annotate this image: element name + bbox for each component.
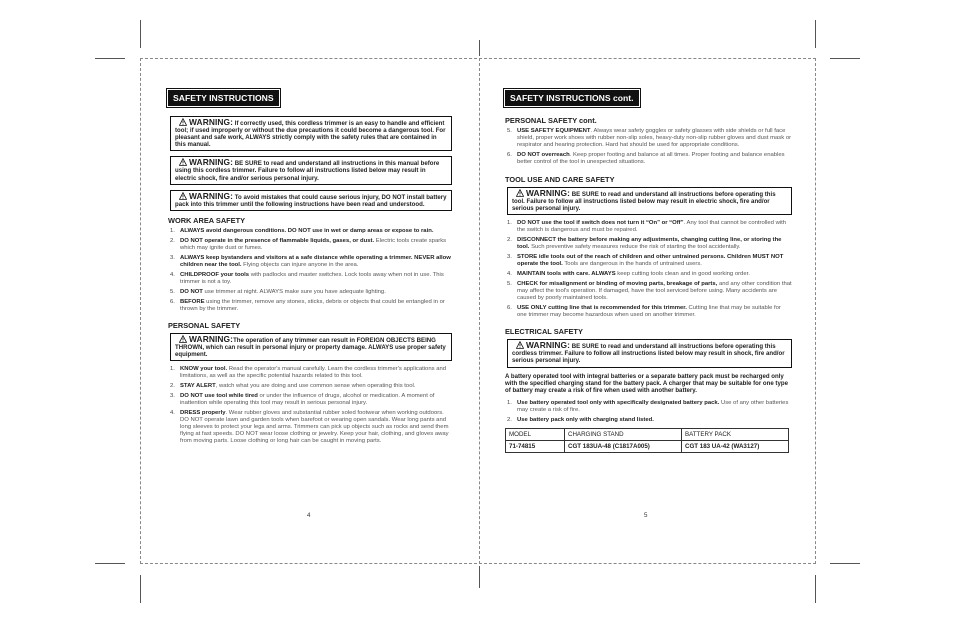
crop-mark: [815, 575, 816, 603]
list-item: 6. USE ONLY cutting line that is recommended for this trimmer. Cutting line that may be suitable for one trimmer may become hazardous when used on another trimmer.: [507, 305, 781, 319]
section-heading: PERSONAL SAFETY: [168, 320, 241, 330]
table-cell: CGT 183UA-48 (C1817A005): [565, 440, 682, 452]
warning-box: [507, 339, 792, 367]
section-banner: SAFETY INSTRUCTIONS: [168, 90, 279, 106]
tool-use-list: [505, 220, 792, 319]
list-item: 5. DO NOT use trimmer at night. ALWAYS make sure you have adequate lighting.: [170, 288, 386, 295]
list-item: 2. STAY ALERT, watch what you are doing and use common sense when operating this tool.: [170, 383, 416, 390]
warning-label: WARNING:: [189, 157, 234, 168]
fold-line: [479, 58, 480, 564]
section-heading: PERSONAL SAFETY cont.: [505, 116, 597, 125]
warning-box: [507, 187, 792, 215]
warning-label: WARNING:: [189, 117, 234, 127]
crop-mark: [140, 575, 141, 603]
section-heading: WORK AREA SAFETY: [168, 215, 246, 225]
list-item: 2. Use battery pack only with charging stand listed.: [507, 416, 654, 423]
work-area-list: [168, 228, 452, 313]
warning-text: BE SURE to read and understand all instructions in this manual before using this cordless trimmer. Failure to follow all instructions listed below may result in electric shock, fire and/or serious personal injury.: [175, 160, 440, 182]
warning-triangle-icon: [516, 189, 524, 197]
section-heading: ELECTRICAL SAFETY: [505, 327, 583, 337]
list-item: 6. BEFORE using the trimmer, remove any stones, sticks, debris or objects that could be entangled in or thrown by the trimmer.: [170, 298, 445, 312]
warning-label: WARNING:: [189, 333, 234, 344]
list-item: 1. KNOW your tool. Read the operator's manual carefully. Learn the cordless trimmer's applications and limitations, as well as the specific potential hazards related to this tool.: [170, 366, 447, 380]
list-item: 5. USE SAFETY EQUIPMENT. Always wear safety goggles or safety glasses with side shields or full face shield, proper work shoes with rubber non-slip soles, heavy-duty non-slip rubber gloves and dust mask or respirator and hearing protection. Hard hat should be used for appropriate conditions.: [507, 128, 792, 148]
list-item: 6. DO NOT overreach. Keep proper footing and balance at all times. Proper footing and balance enables better control of the tool in unexpected situations.: [507, 152, 785, 165]
warning-label: WARNING:: [526, 340, 571, 351]
personal-safety-cont-list: [505, 128, 792, 166]
crop-mark: [815, 20, 816, 48]
section-banner: SAFETY INSTRUCTIONS cont.: [505, 90, 639, 106]
table-header-row: [506, 428, 789, 440]
warning-label: WARNING:: [189, 190, 234, 201]
list-item: 4. MAINTAIN tools with care. ALWAYS keep cutting tools clean and in good working order.: [507, 271, 750, 278]
warning-box: [170, 190, 452, 211]
list-item: 5. CHECK for misalignment or binding of moving parts, breakage of parts, and any other condition that may affect the tool's operation. If damaged, have the tool serviced before using. Many accidents are caused by poorly maintained tools.: [507, 281, 792, 302]
left-page: [168, 88, 452, 448]
table-header: MODEL: [506, 428, 565, 440]
warning-triangle-icon: [179, 158, 187, 166]
table-row: [506, 440, 789, 452]
warning-box: [170, 116, 452, 151]
crop-mark: [479, 566, 480, 588]
warning-text: If correctly used, this cordless trimmer is an easy to handle and efficient tool; if used improperly or without the due precautions it could become a dangerous tool. For pleasant and safe work, ALWAYS strictly comply with the safety rules that are contained in this manual.: [175, 120, 446, 149]
list-item: 4. CHILDPROOF your tools with padlocks and master switches. Lock tools away when not in use. This trimmer is not a toy.: [170, 271, 444, 285]
personal-safety-list: [168, 366, 452, 445]
list-item: 2. DO NOT operate in the presence of flammable liquids, gases, or dust. Electric tools create sparks which may ignite dust or fumes.: [170, 237, 447, 251]
crop-mark: [830, 58, 860, 59]
list-item: 4. DRESS properly. Wear rubber gloves and substantial rubber soled footwear when working outdoors. DO NOT operate lawn and garden tools when barefoot or wearing open sandals. Wear long pants and long sleeves to protect your legs and arms. Trimmers can pick up objects such as rocks and send them flying at fast speeds. DO NOT wear loose clothing or jewelry. Keep your hair, clothing, and gloves away from moving parts. Loose clothing or long hair can be caught in moving parts.: [170, 410, 449, 445]
warning-text: BE SURE to read and understand all instructions before operating this tool. Failure to follow all instructions listed below may result in electric shock, fire and/or serious personal injury.: [512, 191, 776, 213]
warning-triangle-icon: [179, 118, 187, 126]
crop-mark: [140, 20, 141, 48]
page-number: 4: [307, 512, 311, 519]
list-item: 3. DO NOT use tool while tired or under the influence of drugs, alcohol or medication. A moment of inattention while operating this tool may result in serious personal injury.: [170, 393, 435, 407]
crop-mark: [95, 563, 125, 564]
list-item: 1. Use battery operated tool only with specifically designated battery pack. Use of any other batteries may create a risk of fire.: [507, 399, 789, 413]
warning-text: BE SURE to read and understand all instructions before operating this cordless trimmer. Failure to follow all instructions listed below may result in shock, fire and/or serious personal injury.: [512, 343, 785, 365]
table-cell: 71-74815: [506, 440, 565, 452]
warning-label: WARNING:: [526, 188, 571, 198]
list-item: 2. DISCONNECT the battery before making any adjustments, changing cutting line, or storing the tool. Such preventive safety measures reduce the risk of starting the tool accidentally.: [507, 237, 782, 251]
warning-triangle-icon: [516, 341, 524, 349]
warning-triangle-icon: [179, 192, 187, 200]
list-item: 1. DO NOT use the tool if switch does not turn it “On” or “Off”. Any tool that cannot be controlled with the switch is dangerous and must be repaired.: [507, 220, 787, 234]
list-item: 3. STORE idle tools out of the reach of children and other untrained persons. Children MUST NOT operate the tool. Tools are dangerous in the hands of untrained users.: [507, 254, 784, 268]
table-header: CHARGING STAND: [565, 428, 682, 440]
table-cell: CGT 183 UA-42 (WA3127): [681, 440, 788, 452]
crop-mark: [830, 563, 860, 564]
electrical-list: [505, 400, 792, 424]
right-page: [505, 88, 792, 453]
warning-triangle-icon: [179, 335, 187, 343]
warning-box: [170, 156, 452, 184]
battery-table: [505, 428, 789, 453]
warning-box: [170, 333, 452, 361]
section-heading: TOOL USE AND CARE SAFETY: [505, 175, 615, 184]
list-item: 1. ALWAYS avoid dangerous conditions. DO NOT use in wet or damp areas or expose to rain.: [170, 227, 434, 234]
list-item: 3. ALWAYS keep bystanders and visitors at a safe distance while operating a trimmer. NEVER allow children near the tool. Flying objects can injure anyone in the area.: [170, 254, 451, 268]
battery-paragraph: A battery operated tool with integral batteries or a separate battery pack must be recharged only with the specified charging stand for the battery pack. A charger that may be suitable for one type of battery may create a risk of fire when used with another battery.: [505, 372, 788, 394]
table-header: BATTERY PACK: [681, 428, 788, 440]
page-number: 5: [644, 512, 648, 519]
warning-text: The operation of any trimmer can result in FOREIGN OBJECTS BEING THROWN, which can result in personal injury or property damage. ALWAYS use proper safety equipment.: [175, 336, 446, 359]
crop-mark: [479, 40, 480, 56]
warning-text: To avoid mistakes that could cause serious injury, DO NOT install battery pack into this trimmer until the following instructions have been read and understood.: [175, 193, 447, 208]
crop-mark: [95, 58, 125, 59]
